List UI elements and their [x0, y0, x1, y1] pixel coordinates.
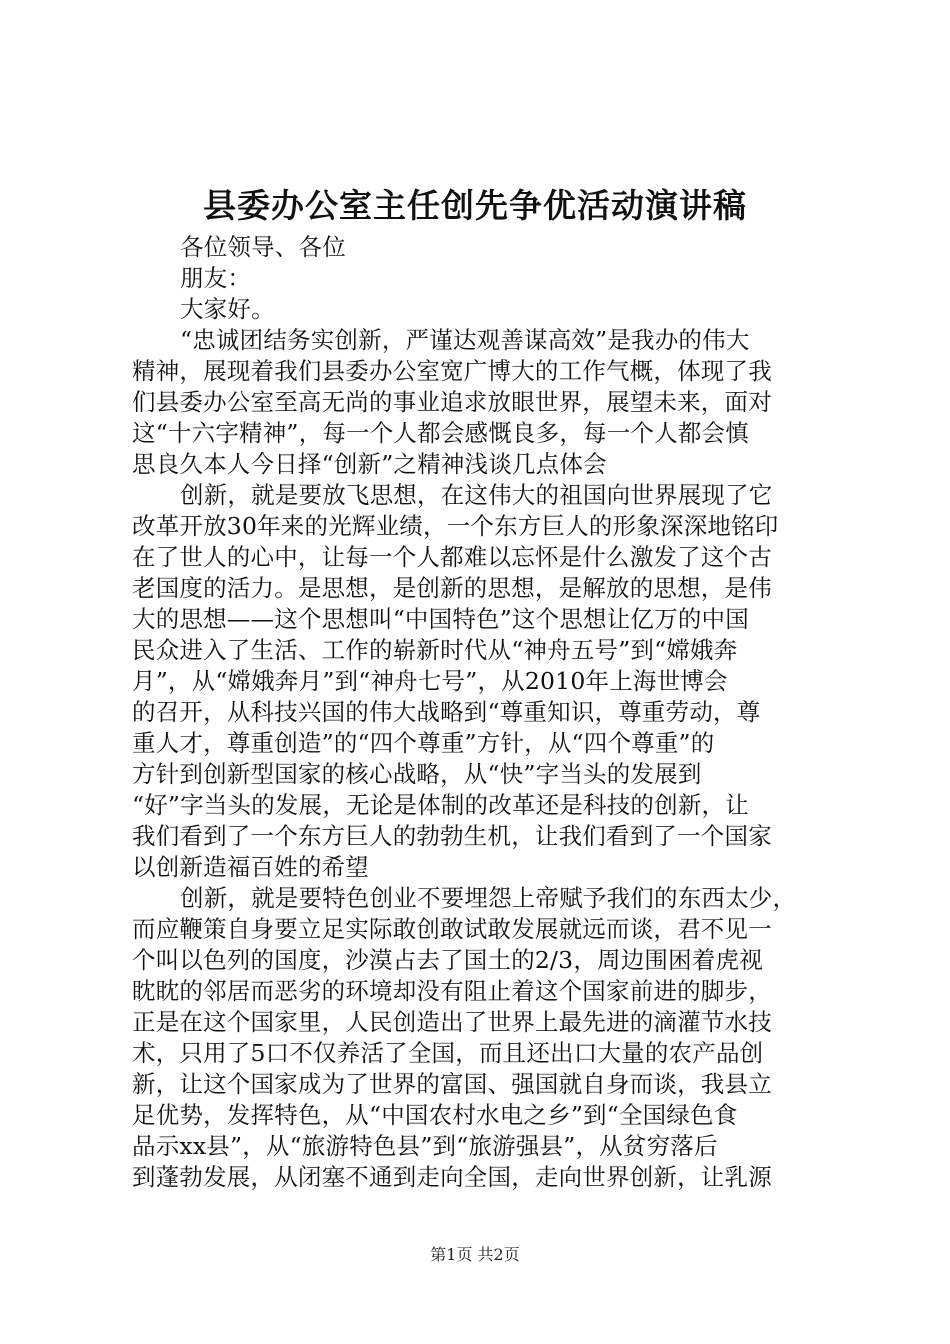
text-line: 以创新造福百姓的希望 — [132, 853, 369, 881]
text-line: “好”字当头的发展，无论是体制的改革还是科技的创新，让 — [132, 791, 749, 819]
document-title: 县委办公室主任创先争优活动演讲稿 — [203, 186, 747, 225]
text-line: 重人才，尊重创造”的“四个尊重”方针，从“四个尊重”的 — [132, 729, 715, 757]
text-line: 正是在这个国家里，人民创造出了世界上最先进的滴灌节水技 — [132, 1008, 772, 1036]
text-line: 我们看到了一个东方巨人的勃勃生机，让我们看到了一个国家 — [132, 822, 772, 850]
text-line: 的召开，从科技兴国的伟大战略到“尊重知识，尊重劳动，尊 — [132, 698, 761, 726]
text-line: 术，只用了5口不仅养活了全国，而且还出口大量的农产品创 — [132, 1039, 764, 1067]
text-line: 大家好。 — [180, 295, 275, 323]
text-line: 朋友： — [180, 264, 252, 292]
text-line: 思良久本人今日择“创新”之精神浅谈几点体会 — [132, 450, 607, 478]
text-line: 各位领导、各位 — [180, 233, 346, 261]
text-line: 眈眈的邻居而恶劣的环境却没有阻止着这个国家前进的脚步， — [132, 977, 772, 1005]
text-line: 新，让这个国家成为了世界的富国、强国就自身而谈，我县立 — [132, 1070, 772, 1098]
text-line: 们县委办公室至高无尚的事业追求放眼世界，展望未来，面对 — [132, 388, 772, 416]
text-line: 足优势，发挥特色，从“中国农村水电之乡”到“全国绿色食 — [132, 1101, 738, 1129]
document-body — [132, 232, 832, 1193]
text-line: 方针到创新型国家的核心战略，从“快”字当头的发展到 — [132, 760, 702, 788]
text-line: 民众进入了生活、工作的崭新时代从“神舟五号”到“嫦娥奔 — [132, 636, 738, 664]
page-footer: 第1页 共2页 — [430, 1245, 520, 1264]
text-line: 创新，就是要放飞思想，在这伟大的祖国向世界展现了它 — [180, 481, 773, 509]
text-line: 这“十六字精神”，每一个人都会感慨良多，每一个人都会慎 — [132, 419, 749, 447]
text-line: 老国度的活力。是思想，是创新的思想，是解放的思想，是伟 — [132, 574, 772, 602]
text-line: 而应鞭策自身要立足实际敢创敢试敢发展就远而谈，君不见一 — [132, 915, 772, 943]
text-line: 在了世人的心中，让每一个人都难以忘怀是什么激发了这个古 — [132, 543, 772, 571]
text-line: 个叫以色列的国度，沙漠占去了国土的2/3，周边围困着虎视 — [132, 946, 763, 974]
text-line: 大的思想——这个思想叫“中国特色”这个思想让亿万的中国 — [132, 605, 749, 633]
text-line: 品示xx县”，从“旅游特色县”到“旅游强县”，从贫穷落后 — [132, 1132, 718, 1160]
text-line: 改革开放30年来的光辉业绩，一个东方巨人的形象深深地铭印 — [132, 512, 779, 540]
text-line: 到蓬勃发展，从闭塞不通到走向全国，走向世界创新，让乳源 — [132, 1163, 772, 1191]
text-line: 创新，就是要特色创业不要埋怨上帝赋予我们的东西太少， — [180, 884, 797, 912]
text-line: 月”，从“嫦娥奔月”到“神舟七号”，从2010年上海世博会 — [132, 667, 728, 695]
text-line: 精神，展现着我们县委办公室宽广博大的工作气概，体现了我 — [132, 357, 772, 385]
text-line: “忠诚团结务实创新，严谨达观善谋高效”是我办的伟大 — [180, 326, 750, 354]
